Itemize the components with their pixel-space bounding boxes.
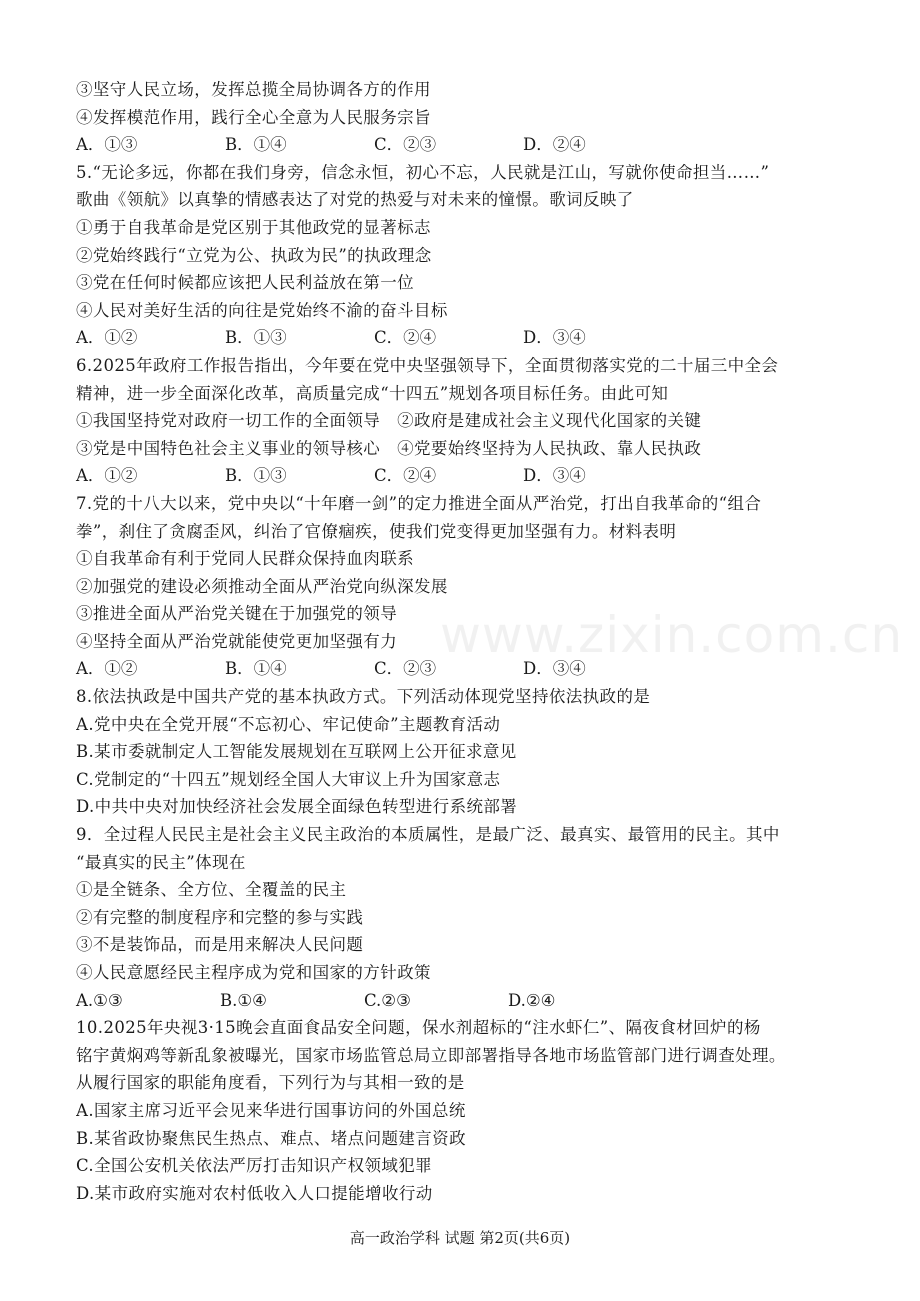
answer-choice-a: A．①③ — [76, 135, 138, 155]
page-footer: 高一政治学科 试题 第2页(共6页) — [349, 1229, 571, 1247]
option-line: ②有完整的制度程序和完整的参与实践 — [76, 907, 364, 927]
option-line: ①我国坚持党对政府一切工作的全面领导 ②政府是建成社会主义现代化国家的关键 — [76, 411, 702, 431]
option-line: ①自我革命有利于党同人民群众保持血肉联系 — [76, 549, 414, 569]
answer-choice-b: B．①④ — [225, 135, 287, 155]
option-line: ③党是中国特色社会主义事业的领导核心 ④党要始终坚持为人民执政、靠人民执政 — [76, 438, 702, 458]
answer-choices — [76, 987, 856, 1015]
answer-choice-c: C．②④ — [374, 328, 437, 348]
answer-choice-a: A．①② — [76, 659, 138, 679]
option-line: ③推进全面从严治党关键在于加强党的领导 — [76, 604, 398, 624]
option-line: C.全国公安机关依法严厉打击知识产权领域犯罪 — [76, 1156, 433, 1176]
question-stem: 9．全过程人民民主是社会主义民主政治的本质属性，是最广泛、最真实、最管用的民主。其中 — [76, 825, 780, 845]
answer-choice-d: D．③④ — [523, 328, 586, 348]
option-line: ④人民对美好生活的向往是党始终不渝的奋斗目标 — [76, 300, 448, 320]
question-stem: 从履行国家的职能角度看，下列行为与其相一致的是 — [76, 1073, 465, 1093]
option-line: A.党中央在全党开展“不忘初心、牢记使命”主题教育活动 — [76, 714, 501, 734]
answer-choices — [76, 131, 856, 159]
answer-choice-c: C.②③ — [364, 990, 411, 1010]
answer-choice-b: B．①③ — [225, 328, 287, 348]
question-stem: 5.“无论多远，你都在我们身旁，信念永恒，初心不忘，人民就是江山，写就你使命担当……” — [76, 162, 770, 182]
answer-choice-a: A．①② — [76, 466, 138, 486]
option-line: ①是全链条、全方位、全覆盖的民主 — [76, 880, 347, 900]
option-line: ④人民意愿经民主程序成为党和国家的方针政策 — [76, 963, 431, 982]
answer-choice-b: B．①④ — [225, 659, 287, 679]
answer-choice-d: D．③④ — [523, 466, 586, 486]
question-stem: 拳”，刹住了贪腐歪风，纠治了官僚痼疾，使我们党变得更加坚强有力。材料表明 — [76, 521, 677, 541]
option-line: ③坚守人民立场，发挥总揽全局协调各方的作用 — [76, 80, 431, 99]
option-line: ①勇于自我革命是党区别于其他政党的显著标志 — [76, 217, 431, 237]
question-stem: 歌曲《领航》以真挚的情感表达了对党的热爱与对未来的憧憬。歌词反映了 — [76, 190, 634, 210]
answer-choice-b: B.①④ — [220, 990, 267, 1010]
answer-choice-a: A.①③ — [76, 990, 123, 1010]
question-stem: “最真实的民主”体现在 — [76, 852, 246, 872]
answer-choice-a: A．①② — [76, 328, 138, 348]
answer-choice-c: C．②③ — [374, 659, 437, 679]
option-line: B.某省政协聚焦民生热点、难点、堵点问题建言资政 — [76, 1128, 466, 1148]
answer-choice-d: D.②④ — [508, 990, 556, 1010]
option-line: C.党制定的“十四五”规划经全国人大审议上升为国家意志 — [76, 769, 501, 789]
question-stem: 6.2025年政府工作报告指出，今年要在党中央坚强领导下，全面贯彻落实党的二十届三中全会 — [76, 355, 779, 375]
option-line: ④发挥模范作用，践行全心全意为人民服务宗旨 — [76, 107, 431, 127]
question-stem: 7.党的十八大以来，党中央以“十年磨一剑”的定力推进全面从严治党，打出自我革命的“组合 — [76, 493, 762, 513]
option-line: ③党在任何时候都应该把人民利益放在第一位 — [76, 273, 414, 293]
option-line: ②党始终践行“立党为公、执政为民”的执政理念 — [76, 245, 432, 265]
option-line: B.某市委就制定人工智能发展规划在互联网上公开征求意见 — [76, 742, 517, 762]
answer-choices — [76, 324, 856, 352]
answer-choice-d: D．③④ — [523, 659, 586, 679]
question-stem: 精神，进一步全面深化改革，高质量完成“十四五”规划各项目标任务。由此可知 — [76, 383, 669, 403]
option-line: D.中共中央对加快经济社会发展全面绿色转型进行系统部署 — [76, 797, 518, 817]
answer-choice-c: C．②④ — [374, 466, 437, 486]
option-line: ②加强党的建设必须推动全面从严治党向纵深发展 — [76, 576, 448, 596]
option-line: A.国家主席习近平会见来华进行国事访问的外国总统 — [76, 1100, 466, 1120]
option-line: D.某市政府实施对农村低收入人口提能增收行动 — [76, 1183, 433, 1203]
question-stem: 10.2025年央视3·15晚会直面食品安全问题，保水剂超标的“注水虾仁”、隔夜食材回炉的杨 — [76, 1018, 761, 1038]
answer-choice-b: B．①③ — [225, 466, 287, 486]
watermark: www.zixin.com.cn — [440, 606, 904, 664]
answer-choices — [76, 462, 856, 490]
question-stem: 铭宇黄焖鸡等新乱象被曝光，国家市场监管总局立即部署指导各地市场监管部门进行调查处理。 — [76, 1045, 786, 1065]
answer-choice-d: D．②④ — [523, 135, 586, 155]
option-line: ③不是装饰品，而是用来解决人民问题 — [76, 935, 364, 955]
option-line: ④坚持全面从严治党就能使党更加坚强有力 — [76, 631, 398, 651]
question-stem: 8.依法执政是中国共产党的基本执政方式。下列活动体现党坚持依法执政的是 — [76, 687, 651, 707]
answer-choice-c: C．②③ — [374, 135, 437, 155]
